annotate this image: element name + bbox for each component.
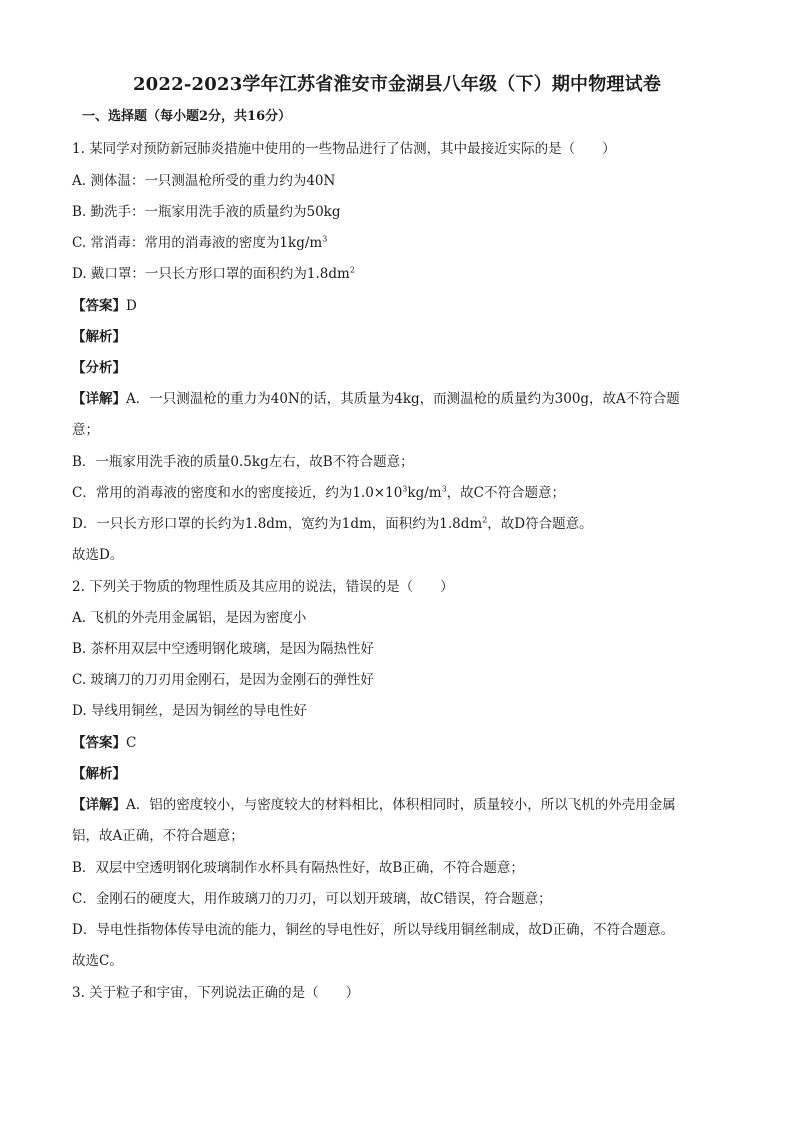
answer-tag: 【答案】	[72, 735, 126, 751]
detail-text: ，故D符合题意。	[487, 516, 593, 532]
question-1-option-c	[72, 234, 732, 252]
question-2-detail-c: C．金刚石的硬度大，用作玻璃刀的刀刃，可以划开玻璃，故C错误，符合题意；	[72, 891, 552, 907]
question-2-option-a: A. 飞机的外壳用金属铝，是因为密度小	[72, 610, 307, 626]
question-2-answer	[72, 734, 732, 752]
detail-text: ，故C不符合题意；	[446, 485, 565, 501]
detail-tag: 【详解】	[72, 797, 126, 813]
section-heading: 一、选择题（每小题2分，共16分）	[82, 109, 292, 124]
question-3-stem: 3. 关于粒子和宇宙，下列说法正确的是（ ）	[72, 985, 360, 1001]
option-text: D. 戴口罩：一只长方形口罩的面积约为1.8dm	[72, 266, 350, 282]
page-title: 2022-2023学年江苏省淮安市金湖县八年级（下）期中物理试卷	[132, 74, 662, 95]
question-1-conclusion: 故选D。	[72, 547, 124, 563]
detail-text: kg/m	[407, 485, 442, 501]
question-1-detail-a-cont: 意；	[72, 422, 99, 438]
question-2-stem: 2. 下列关于物质的物理性质及其应用的说法，错误的是（ ）	[72, 579, 454, 595]
option-text: C. 常消毒：常用的消毒液的密度为1kg/m	[72, 235, 323, 251]
detail-text: A．铝的密度较小，与密度较大的材料相比，体积相同时，质量较小，所以飞机的外壳用金属	[126, 797, 676, 813]
detail-text: A．一只测温枪的重力为40N的话，其质量为4kg，而测温枪的质量约为300g，故A不符合题	[126, 391, 680, 407]
detail-tag: 【详解】	[72, 391, 126, 407]
exponent: 3	[402, 484, 408, 494]
question-1-fenxi-tag: 【分析】	[72, 360, 126, 376]
exponent: 3	[441, 484, 447, 494]
question-1-detail-a	[72, 390, 732, 408]
question-1-stem: 1. 某同学对预防新冠肺炎措施中使用的一些物品进行了估测，其中最接近实际的是（ ）	[72, 141, 616, 157]
question-1-detail-c	[72, 484, 732, 502]
question-2-detail-a-cont: 铝，故A正确，不符合题意；	[72, 828, 244, 844]
exponent: 2	[349, 265, 355, 275]
question-1-detail-b: B．一瓶家用洗手液的质量0.5kg左右，故B不符合题意；	[72, 454, 414, 470]
question-1-option-d	[72, 265, 732, 283]
question-2-analysis-tag: 【解析】	[72, 766, 126, 782]
detail-text: C．常用的消毒液的密度和水的密度接近，约为1.0×10	[72, 485, 403, 501]
question-2-detail-b: B．双层中空透明钢化玻璃制作水杯具有隔热性好，故B正确，不符合题意；	[72, 860, 524, 876]
question-2-option-b: B. 茶杯用双层中空透明钢化玻璃，是因为隔热性好	[72, 641, 375, 657]
question-2-conclusion: 故选C。	[72, 953, 123, 969]
question-1-option-b: B. 勤洗手：一瓶家用洗手液的质量约为50kg	[72, 204, 341, 220]
answer-tag: 【答案】	[72, 298, 126, 314]
answer-value: D	[126, 298, 137, 314]
question-1-option-a: A. 测体温：一只测温枪所受的重力约为40N	[72, 173, 336, 189]
question-1-analysis-tag: 【解析】	[72, 329, 126, 345]
exponent: 3	[322, 234, 328, 244]
exponent: 2	[482, 515, 488, 525]
question-2-option-c: C. 玻璃刀的刀刃用金刚石，是因为金刚石的弹性好	[72, 672, 374, 688]
question-2-detail-d: D．导电性指物体传导电流的能力，铜丝的导电性好，所以导线用铜丝制成，故D正确，不符合题意。	[72, 922, 675, 938]
detail-text: D．一只长方形口罩的长约为1.8dm，宽约为1dm，面积约为1.8dm	[72, 516, 483, 532]
question-1-answer	[72, 297, 732, 315]
question-2-option-d: D. 导线用铜丝，是因为铜丝的导电性好	[72, 703, 307, 719]
answer-value: C	[126, 735, 137, 751]
question-1-detail-d	[72, 515, 732, 533]
question-2-detail-a	[72, 796, 732, 814]
